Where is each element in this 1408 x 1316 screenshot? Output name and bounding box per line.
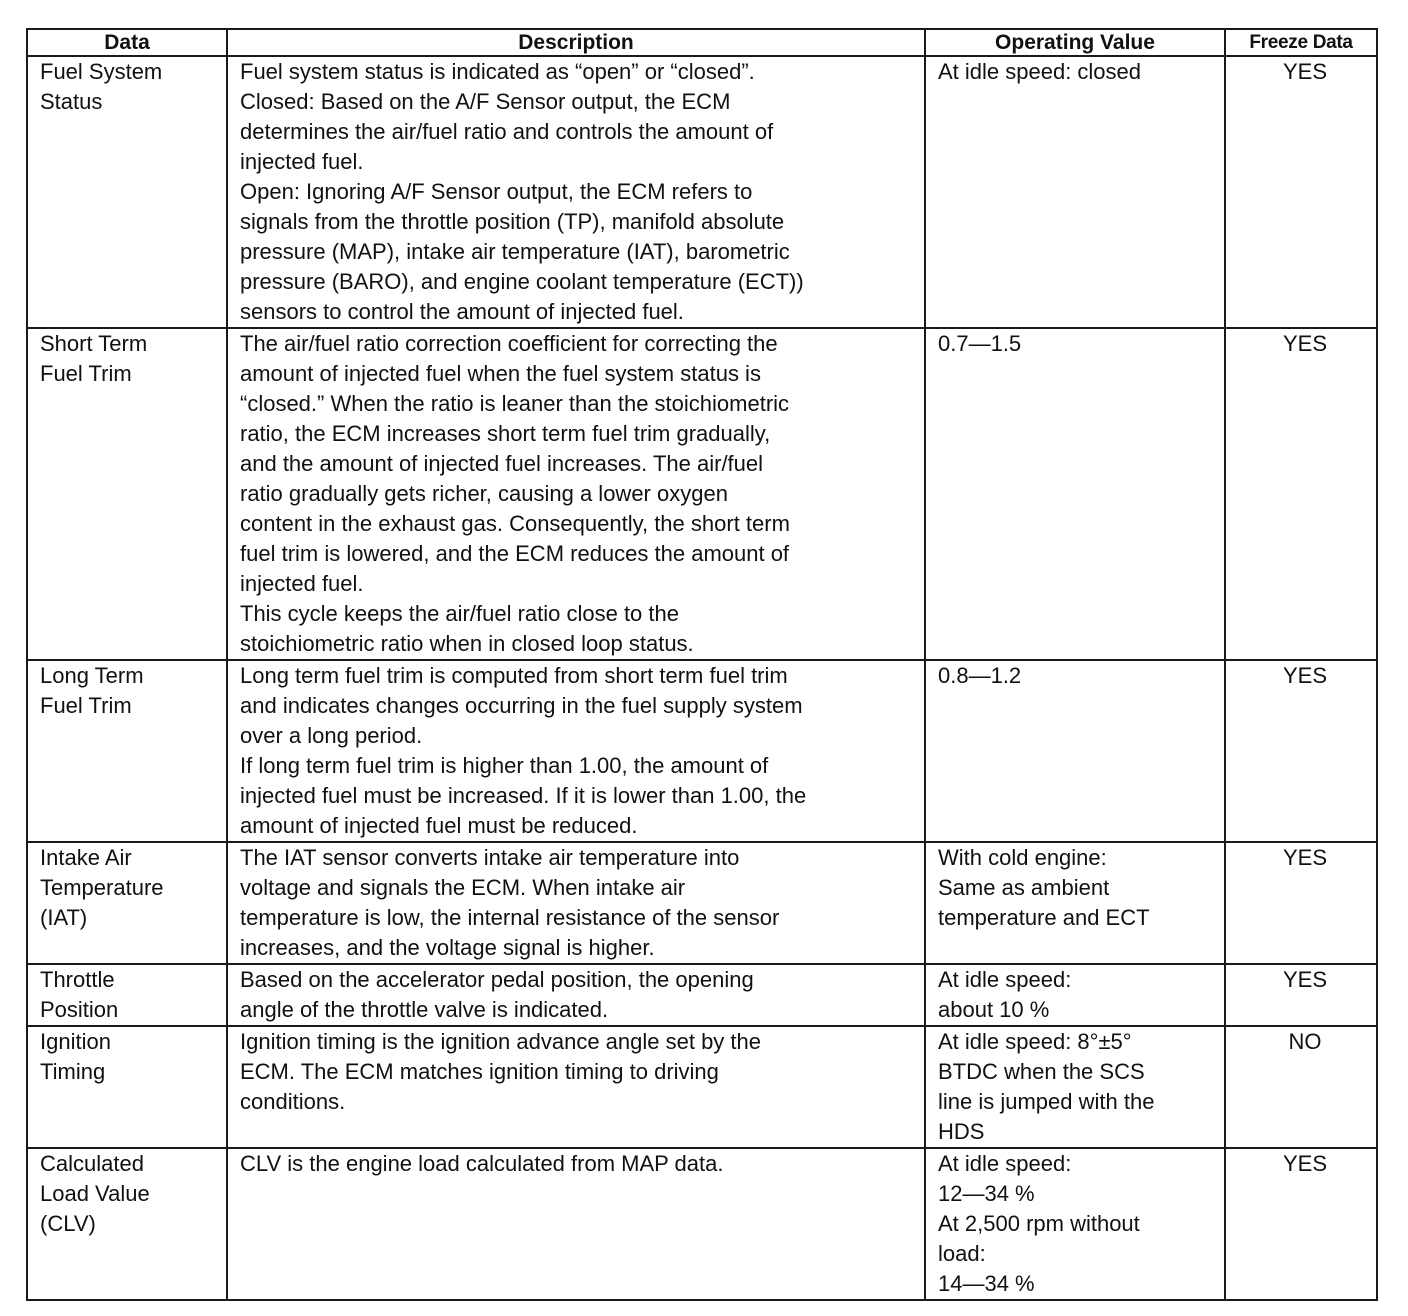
description-cell-line: “closed.” When the ratio is leaner than the stoichiometric xyxy=(240,391,790,416)
operating-value-cell-line: 0.7—1.5 xyxy=(938,331,1022,356)
description-cell-line: injected fuel. xyxy=(240,149,364,174)
operating-value-cell xyxy=(925,660,1225,842)
data-cell xyxy=(27,1148,227,1300)
description-cell-line: pressure (MAP), intake air temperature (IAT), barometric xyxy=(240,239,790,264)
description-cell-line: voltage and signals the ECM. When intake air xyxy=(240,875,686,900)
operating-value-cell-line: At idle speed: xyxy=(938,967,1072,992)
data-cell xyxy=(27,328,227,660)
description-cell-line: Ignition timing is the ignition advance angle set by the xyxy=(240,1029,761,1054)
table-row xyxy=(27,660,1377,842)
description-cell-line: The IAT sensor converts intake air temperature into xyxy=(240,845,740,870)
freeze-data-cell: YES xyxy=(1225,964,1377,1026)
header-description: Description xyxy=(227,29,925,56)
operating-value-cell-line: At idle speed: 8°±5° xyxy=(938,1029,1132,1054)
description-cell-line: temperature is low, the internal resistance of the sensor xyxy=(240,905,780,930)
table-row xyxy=(27,1026,1377,1148)
operating-value-cell-line: load: xyxy=(938,1241,986,1266)
data-cell-line: Position xyxy=(40,997,119,1022)
table-row xyxy=(27,964,1377,1026)
data-cell-line: (CLV) xyxy=(40,1211,96,1236)
operating-value-cell-line: Same as ambient xyxy=(938,875,1110,900)
table-row xyxy=(27,842,1377,964)
description-cell-line: amount of injected fuel must be reduced. xyxy=(240,813,638,838)
description-cell xyxy=(227,842,925,964)
description-cell-line: and indicates changes occurring in the fuel supply system xyxy=(240,693,803,718)
description-cell-line: conditions. xyxy=(240,1089,346,1114)
data-cell xyxy=(27,964,227,1026)
header-operating-value: Operating Value xyxy=(925,29,1225,56)
data-cell-line: Ignition xyxy=(40,1029,111,1054)
operating-value-cell-line: At idle speed: closed xyxy=(938,59,1142,84)
table-body xyxy=(27,56,1377,1300)
data-cell-line: Status xyxy=(40,89,103,114)
data-cell-line: Fuel System xyxy=(40,59,163,84)
operating-value-cell-line: At idle speed: xyxy=(938,1151,1072,1176)
description-cell xyxy=(227,328,925,660)
description-cell-line: ratio, the ECM increases short term fuel trim gradually, xyxy=(240,421,771,446)
operating-value-cell-line: 0.8—1.2 xyxy=(938,663,1022,688)
operating-value-cell xyxy=(925,964,1225,1026)
data-cell-line: Throttle xyxy=(40,967,115,992)
operating-value-cell-line: BTDC when the SCS xyxy=(938,1059,1145,1084)
operating-value-cell-line: line is jumped with the xyxy=(938,1089,1155,1114)
description-cell xyxy=(227,1148,925,1300)
operating-value-cell xyxy=(925,1148,1225,1300)
table-row xyxy=(27,1148,1377,1300)
description-cell-line: ECM. The ECM matches ignition timing to driving xyxy=(240,1059,719,1084)
data-specification-table xyxy=(26,28,1378,1301)
data-cell-line: Intake Air xyxy=(40,845,132,870)
operating-value-cell xyxy=(925,328,1225,660)
table-header xyxy=(27,29,1377,56)
data-cell-line: Fuel Trim xyxy=(40,693,132,718)
description-cell-line: This cycle keeps the air/fuel ratio close to the xyxy=(240,601,679,626)
operating-value-cell-line: 12—34 % xyxy=(938,1181,1035,1206)
description-cell xyxy=(227,964,925,1026)
header-row xyxy=(27,29,1377,56)
description-cell-line: sensors to control the amount of injected fuel. xyxy=(240,299,684,324)
description-cell-line: Fuel system status is indicated as “open” or “closed”. xyxy=(240,59,755,84)
data-cell xyxy=(27,56,227,328)
description-cell-line: and the amount of injected fuel increases. The air/fuel xyxy=(240,451,764,476)
table-row xyxy=(27,56,1377,328)
data-cell xyxy=(27,660,227,842)
description-cell-line: signals from the throttle position (TP), manifold absolute xyxy=(240,209,785,234)
freeze-data-cell: YES xyxy=(1225,56,1377,328)
description-cell xyxy=(227,56,925,328)
operating-value-cell-line: At 2,500 rpm without xyxy=(938,1211,1140,1236)
freeze-data-cell: YES xyxy=(1225,328,1377,660)
data-cell-line: Calculated xyxy=(40,1151,144,1176)
description-cell-line: angle of the throttle valve is indicated. xyxy=(240,997,609,1022)
data-cell-line: Load Value xyxy=(40,1181,150,1206)
data-cell-line: (IAT) xyxy=(40,905,88,930)
description-cell-line: determines the air/fuel ratio and controls the amount of xyxy=(240,119,774,144)
description-cell-line: pressure (BARO), and engine coolant temperature (ECT)) xyxy=(240,269,804,294)
description-cell-line: content in the exhaust gas. Consequently, the short term xyxy=(240,511,790,536)
description-cell-line: injected fuel must be increased. If it is lower than 1.00, the xyxy=(240,783,807,808)
freeze-data-cell: YES xyxy=(1225,1148,1377,1300)
data-cell-line: Long Term xyxy=(40,663,144,688)
table-row xyxy=(27,328,1377,660)
description-cell-line: Based on the accelerator pedal position, the opening xyxy=(240,967,754,992)
freeze-data-cell: NO xyxy=(1225,1026,1377,1148)
header-data: Data xyxy=(27,29,227,56)
operating-value-cell-line: 14—34 % xyxy=(938,1271,1035,1296)
description-cell xyxy=(227,660,925,842)
description-cell-line: Open: Ignoring A/F Sensor output, the ECM refers to xyxy=(240,179,753,204)
header-freeze-data: Freeze Data xyxy=(1225,29,1377,56)
operating-value-cell xyxy=(925,842,1225,964)
description-cell-line: ratio gradually gets richer, causing a lower oxygen xyxy=(240,481,728,506)
data-cell-line: Temperature xyxy=(40,875,164,900)
operating-value-cell-line: temperature and ECT xyxy=(938,905,1150,930)
description-cell-line: If long term fuel trim is higher than 1.00, the amount of xyxy=(240,753,769,778)
operating-value-cell xyxy=(925,56,1225,328)
data-cell-line: Timing xyxy=(40,1059,106,1084)
freeze-data-cell: YES xyxy=(1225,660,1377,842)
description-cell-line: stoichiometric ratio when in closed loop status. xyxy=(240,631,694,656)
data-cell-line: Short Term xyxy=(40,331,148,356)
description-cell-line: Long term fuel trim is computed from short term fuel trim xyxy=(240,663,788,688)
description-cell-line: The air/fuel ratio correction coefficient for correcting the xyxy=(240,331,778,356)
description-cell-line: over a long period. xyxy=(240,723,423,748)
description-cell-line: Closed: Based on the A/F Sensor output, the ECM xyxy=(240,89,731,114)
description-cell-line: fuel trim is lowered, and the ECM reduces the amount of xyxy=(240,541,790,566)
operating-value-cell-line: HDS xyxy=(938,1119,985,1144)
description-cell-line: amount of injected fuel when the fuel system status is xyxy=(240,361,761,386)
freeze-data-cell: YES xyxy=(1225,842,1377,964)
description-cell-line: CLV is the engine load calculated from MAP data. xyxy=(240,1151,724,1176)
operating-value-cell-line: With cold engine: xyxy=(938,845,1107,870)
data-cell xyxy=(27,842,227,964)
data-cell xyxy=(27,1026,227,1148)
description-cell-line: increases, and the voltage signal is higher. xyxy=(240,935,655,960)
operating-value-cell xyxy=(925,1026,1225,1148)
description-cell xyxy=(227,1026,925,1148)
description-cell-line: injected fuel. xyxy=(240,571,364,596)
operating-value-cell-line: about 10 % xyxy=(938,997,1050,1022)
data-cell-line: Fuel Trim xyxy=(40,361,132,386)
